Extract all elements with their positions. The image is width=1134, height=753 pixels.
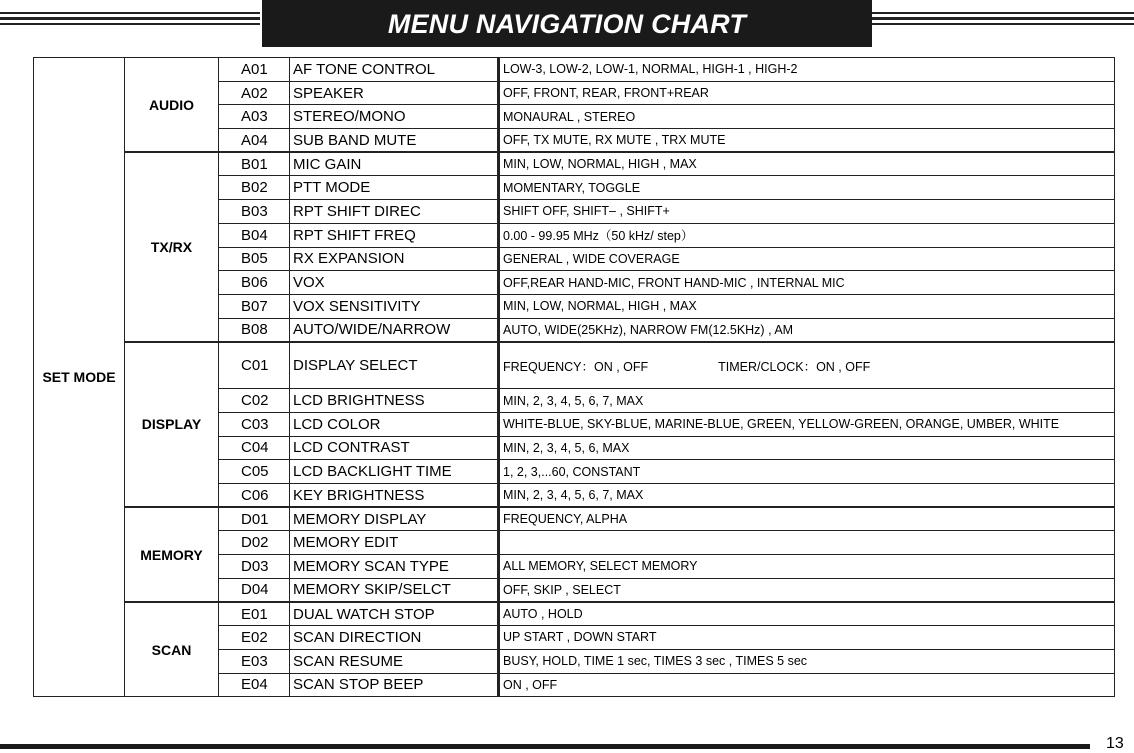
menu-code: A04 [219,129,290,153]
menu-options: MONAURAL , STEREO [499,105,1115,129]
menu-code: D01 [219,507,290,531]
menu-options: AUTO , HOLD [499,602,1115,626]
menu-row [34,507,1115,531]
menu-code: A02 [219,81,290,105]
menu-code: C04 [219,436,290,460]
menu-function: AUTO/WIDE/NARROW [290,318,499,342]
menu-code: A03 [219,105,290,129]
set-mode-label: SET MODE [34,58,125,697]
group-label: SCAN [125,602,219,697]
menu-function: RPT SHIFT DIREC [290,200,499,224]
menu-code: E02 [219,626,290,650]
menu-function: MEMORY SKIP/SELCT [290,578,499,602]
menu-function: VOX [290,271,499,295]
menu-function: SCAN DIRECTION [290,626,499,650]
menu-options: BUSY, HOLD, TIME 1 sec, TIMES 3 sec , TIMES 5 sec [499,649,1115,673]
menu-options: MIN, 2, 3, 4, 5, 6, 7, MAX [499,484,1115,508]
menu-options: WHITE-BLUE, SKY-BLUE, MARINE-BLUE, GREEN, YELLOW-GREEN, ORANGE, UMBER, WHITE [499,412,1115,436]
menu-row [34,602,1115,626]
group-label: MEMORY [125,507,219,602]
group-label: TX/RX [125,152,219,342]
menu-options [499,342,1115,389]
menu-code: C01 [219,342,290,389]
menu-code: B08 [219,318,290,342]
header-rule-left [0,12,260,34]
menu-code: C05 [219,460,290,484]
menu-row [34,58,1115,82]
menu-function: SCAN STOP BEEP [290,673,499,697]
menu-function: LCD COLOR [290,412,499,436]
menu-function: RPT SHIFT FREQ [290,223,499,247]
menu-options-frequency: FREQUENCY：ON , OFF [503,359,649,374]
menu-code: B01 [219,152,290,176]
menu-code: C06 [219,484,290,508]
menu-function: AF TONE CONTROL [290,58,499,82]
menu-code: C03 [219,412,290,436]
menu-options: 0.00 - 99.95 MHz（50 kHz/ step） [499,223,1115,247]
menu-code: D04 [219,578,290,602]
menu-options: ALL MEMORY, SELECT MEMORY [499,555,1115,579]
menu-options: SHIFT OFF, SHIFT– , SHIFT+ [499,200,1115,224]
menu-function: LCD BRIGHTNESS [290,389,499,413]
header-rule-right [872,12,1134,34]
footer-rule [0,744,1090,749]
menu-options: OFF, FRONT, REAR, FRONT+REAR [499,81,1115,105]
menu-options: OFF, TX MUTE, RX MUTE , TRX MUTE [499,129,1115,153]
menu-code: A01 [219,58,290,82]
menu-code: B07 [219,294,290,318]
menu-code: B05 [219,247,290,271]
menu-function: SUB BAND MUTE [290,129,499,153]
menu-row [34,152,1115,176]
menu-code: E03 [219,649,290,673]
menu-function: SPEAKER [290,81,499,105]
group-label: AUDIO [125,58,219,153]
menu-function: VOX SENSITIVITY [290,294,499,318]
menu-options: ON , OFF [499,673,1115,697]
menu-options: MOMENTARY, TOGGLE [499,176,1115,200]
menu-function: MIC GAIN [290,152,499,176]
menu-function: DUAL WATCH STOP [290,602,499,626]
group-label: DISPLAY [125,342,219,507]
page-title: MENU NAVIGATION CHART [262,0,872,47]
menu-code: C02 [219,389,290,413]
menu-options: MIN, 2, 3, 4, 5, 6, MAX [499,436,1115,460]
menu-function: SCAN RESUME [290,649,499,673]
menu-options: OFF,REAR HAND-MIC, FRONT HAND-MIC , INTERNAL MIC [499,271,1115,295]
menu-options: OFF, SKIP , SELECT [499,578,1115,602]
menu-options: MIN, 2, 3, 4, 5, 6, 7, MAX [499,389,1115,413]
menu-code: B04 [219,223,290,247]
menu-options: FREQUENCY, ALPHA [499,507,1115,531]
menu-function: MEMORY DISPLAY [290,507,499,531]
menu-code: E04 [219,673,290,697]
menu-function: KEY BRIGHTNESS [290,484,499,508]
menu-code: B03 [219,200,290,224]
menu-function: MEMORY SCAN TYPE [290,555,499,579]
menu-function: RX EXPANSION [290,247,499,271]
menu-options: UP START , DOWN START [499,626,1115,650]
menu-code: B06 [219,271,290,295]
menu-options: MIN, LOW, NORMAL, HIGH , MAX [499,152,1115,176]
menu-options: 1, 2, 3,...60, CONSTANT [499,460,1115,484]
menu-options: LOW-3, LOW-2, LOW-1, NORMAL, HIGH-1 , HIGH-2 [499,58,1115,82]
menu-options: AUTO, WIDE(25KHz), NARROW FM(12.5KHz) , AM [499,318,1115,342]
menu-options-timer: TIMER/CLOCK：ON , OFF [718,359,871,374]
menu-function: DISPLAY SELECT [290,342,499,389]
menu-row [34,342,1115,389]
page-number: 13 [1106,735,1124,752]
menu-function: STEREO/MONO [290,105,499,129]
menu-function: MEMORY EDIT [290,531,499,555]
menu-function: LCD BACKLIGHT TIME [290,460,499,484]
menu-options: MIN, LOW, NORMAL, HIGH , MAX [499,294,1115,318]
menu-options [499,531,1115,555]
menu-navigation-table [33,57,1115,697]
menu-code: D03 [219,555,290,579]
menu-code: E01 [219,602,290,626]
menu-function: PTT MODE [290,176,499,200]
menu-code: D02 [219,531,290,555]
menu-code: B02 [219,176,290,200]
menu-options: GENERAL , WIDE COVERAGE [499,247,1115,271]
menu-function: LCD CONTRAST [290,436,499,460]
